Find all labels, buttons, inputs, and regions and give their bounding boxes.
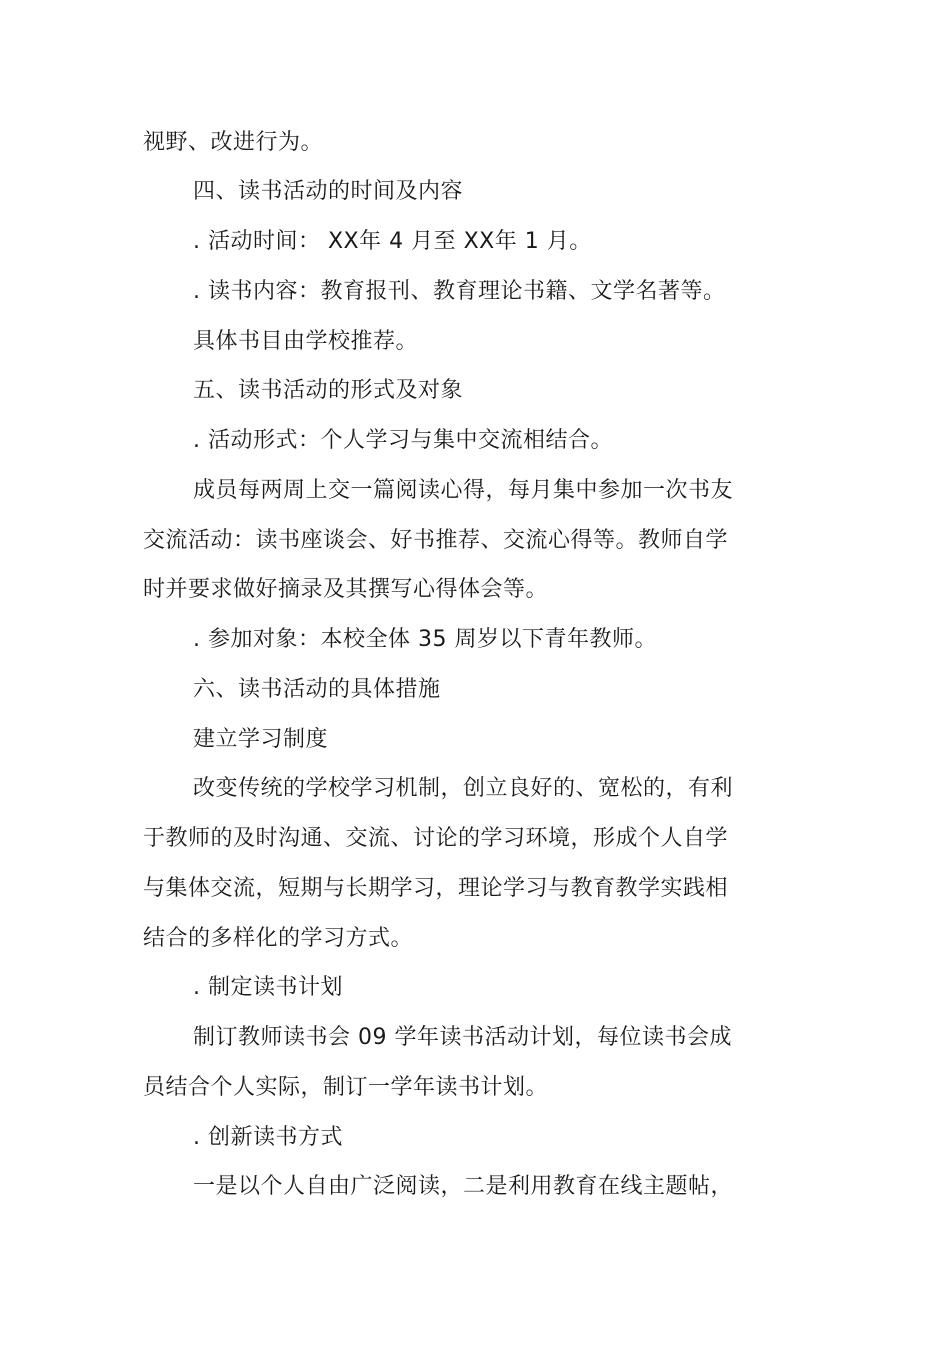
list-item: . 参加对象：本校全体 35 周岁以下青年教师。	[193, 627, 657, 652]
text-line: 交流活动：读书座谈会、好书推荐、交流心得等。教师自学	[143, 528, 729, 553]
text-line: 制订教师读书会 09 学年读书活动计划，每位读书会成	[193, 1025, 732, 1050]
list-item: . 制定读书计划	[193, 975, 343, 1000]
text-line: 具体书目由学校推荐。	[193, 329, 419, 354]
text-line: 改变传统的学校学习机制，创立良好的、宽松的，有利	[193, 776, 734, 801]
text-line: 一是以个人自由广泛阅读，二是利用教育在线主题帖，	[193, 1174, 734, 1199]
list-item: . 创新读书方式	[193, 1125, 343, 1150]
text-line: 结合的多样化的学习方式。	[143, 926, 414, 951]
list-item: . 读书内容：教育报刊、教育理论书籍、文学名著等。	[193, 279, 726, 304]
subheading: 建立学习制度	[193, 727, 329, 752]
text-line: 成员每两周上交一篇阅读心得，每月集中参加一次书友	[193, 478, 734, 503]
list-item: . 活动时间： XX年 4 月至 XX年 1 月。	[193, 229, 592, 254]
text-line: 视野、改进行为。	[143, 130, 324, 155]
section-heading: 六、读书活动的具体措施	[193, 677, 441, 702]
text-line: 于教师的及时沟通、交流、讨论的学习环境，形成个人自学	[143, 826, 729, 851]
text-line: 员结合个人实际，制订一学年读书计划。	[143, 1075, 549, 1100]
text-line: 时并要求做好摘录及其撰写心得体会等。	[143, 577, 549, 602]
list-item: . 活动形式：个人学习与集中交流相结合。	[193, 428, 613, 453]
section-heading: 四、读书活动的时间及内容	[193, 179, 464, 204]
section-heading: 五、读书活动的形式及对象	[193, 378, 464, 403]
text-line: 与集体交流，短期与长期学习，理论学习与教育教学实践相	[143, 876, 729, 901]
